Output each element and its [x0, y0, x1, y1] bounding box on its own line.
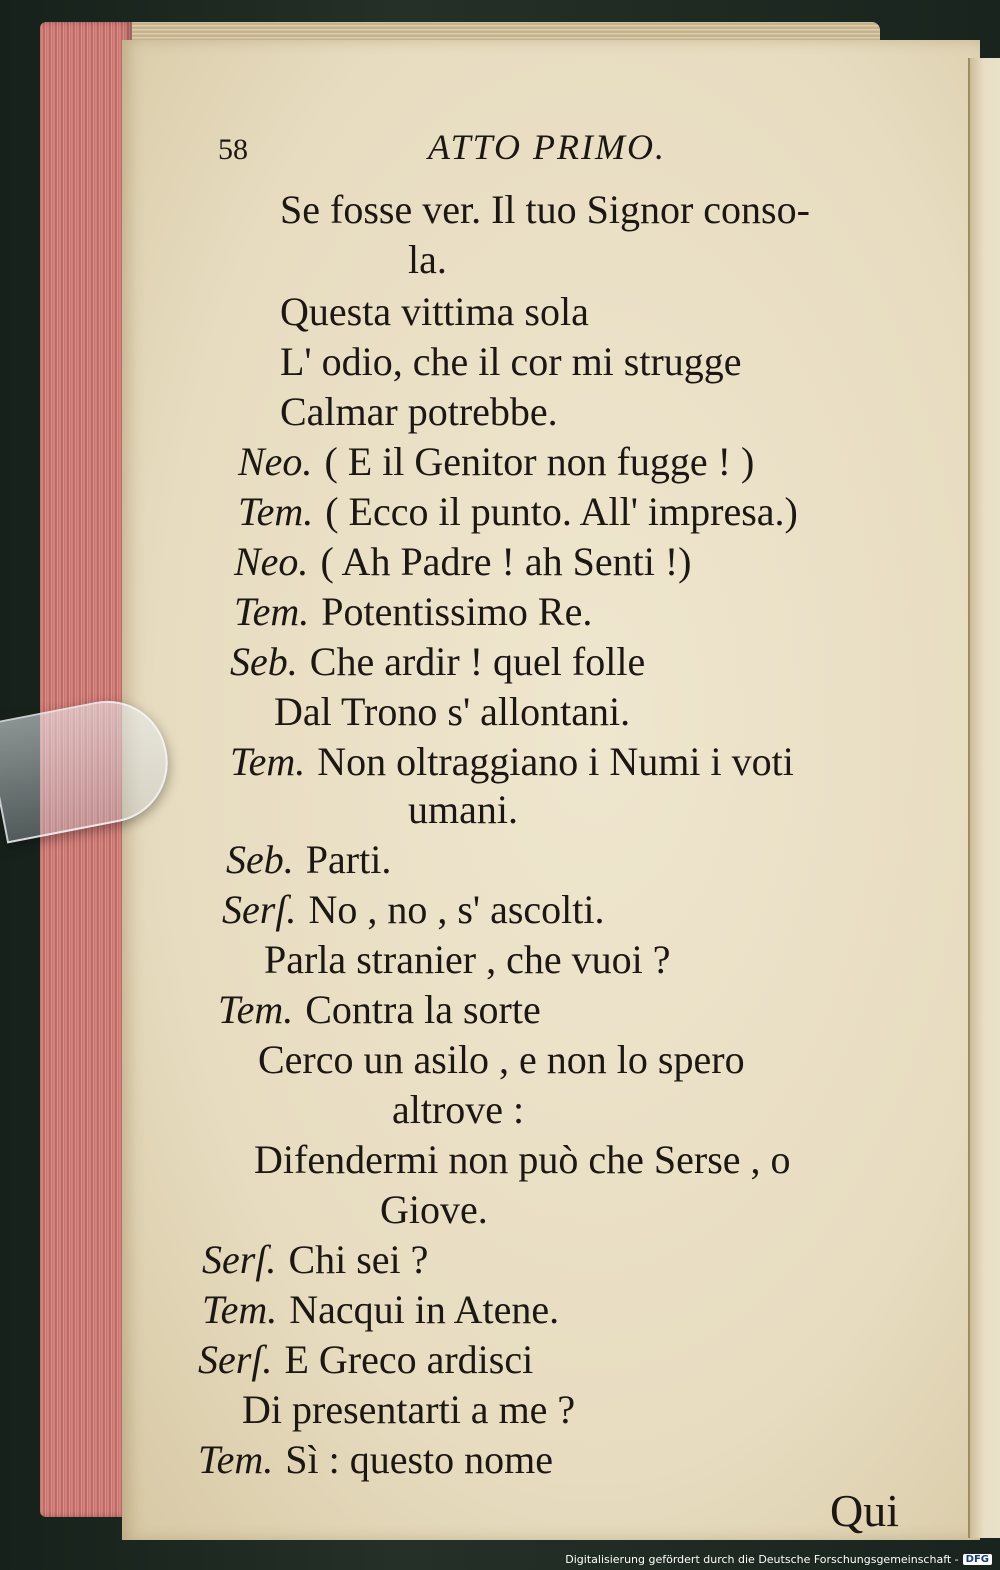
text-line: Serſ. No , no , s' ascolti. [222, 887, 605, 932]
text-line: Seb. Parti. [226, 837, 392, 882]
text-line: Calmar potrebbe. [280, 389, 558, 434]
footer-credit: Digitalisierung gefördert durch die Deutsche Forschungsgemeinschaft - [565, 1553, 959, 1566]
speaker: Serſ. [222, 887, 297, 932]
text-line: Tem. Contra la sorte [218, 987, 541, 1032]
text-line: Serſ. Chi sei ? [202, 1237, 429, 1282]
speaker: Neo. [234, 539, 309, 584]
speaker: Serſ. [202, 1237, 277, 1282]
text-line: Dal Trono s' allontani. [274, 689, 631, 734]
text-line: Tem. Non oltraggiano i Numi i voti [230, 739, 794, 784]
page-number: 58 [218, 133, 248, 166]
speaker: Serſ. [198, 1337, 273, 1382]
page-title: ATTO PRIMO. [428, 127, 666, 167]
speaker: Tem. [238, 489, 314, 534]
text-line: Neo. ( Ah Padre ! ah Senti !) [234, 539, 692, 584]
text-line: Parla stranier , che vuoi ? [264, 937, 671, 982]
page [122, 40, 980, 1540]
speaker: Tem. [202, 1287, 278, 1332]
speaker: Seb. [230, 639, 298, 684]
speaker: Tem. [230, 739, 306, 784]
text-line: Tem. Nacqui in Atene. [202, 1287, 560, 1332]
speaker: Neo. [238, 439, 313, 484]
text-block [122, 40, 980, 1540]
text-line: Di presentarti a me ? [242, 1387, 576, 1432]
text-line: Serſ. E Greco ardisci [198, 1337, 534, 1382]
text-line: Giove. [380, 1187, 488, 1232]
text-line: Tem. Potentissimo Re. [234, 589, 593, 634]
digitization-footer [565, 1553, 992, 1566]
header [218, 126, 666, 166]
text-line: Neo. ( E il Genitor non fugge ! ) [238, 439, 755, 484]
book [40, 22, 1000, 1540]
dfg-logo-icon: DFG [963, 1554, 992, 1565]
text-line: Difendermi non può che Serse , o [254, 1137, 791, 1182]
speaker: Seb. [226, 837, 294, 882]
catchword: Qui [830, 1485, 899, 1536]
text-line: Cerco un asilo , e non lo spero [258, 1037, 745, 1082]
text-line: altrove : [392, 1087, 525, 1132]
speaker: Tem. [218, 987, 294, 1032]
text-line: Tem. Sì : questo nome [198, 1437, 553, 1482]
facing-page-edge [968, 58, 1000, 1538]
text-line: Seb. Che ardir ! quel folle [230, 639, 646, 684]
text-line: Se fosse ver. Il tuo Signor conso- [280, 187, 810, 232]
text-line: umani. [408, 787, 518, 832]
speaker: Tem. [234, 589, 310, 634]
speaker: Tem. [198, 1437, 274, 1482]
text-line: Tem. ( Ecco il punto. All' impresa.) [238, 489, 798, 534]
text-line: Questa vittima sola [280, 289, 589, 334]
text-line: la. [408, 237, 447, 282]
text-line: L' odio, che il cor mi strugge [280, 339, 742, 384]
